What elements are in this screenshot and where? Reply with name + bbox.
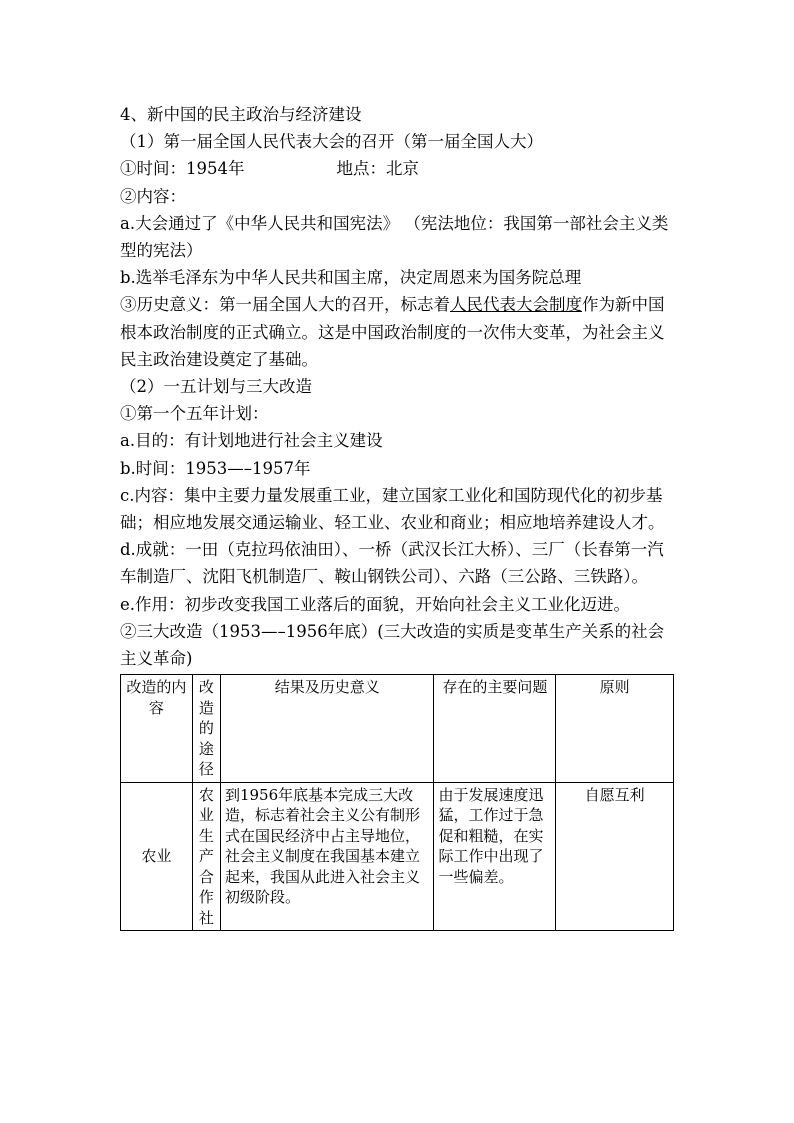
place-text: 地点：北京 [336,159,419,179]
underlined-term: 人民代表大会制度 [450,295,582,315]
cell-principle: 自愿互利 [556,782,674,931]
time-place-line [120,155,680,182]
significance-text-a: ③历史意义：第一届全国人大的召开，标志着 [120,295,450,315]
plan-purpose: a.目的：有计划地进行社会主义建设 [120,431,383,451]
plan-achievements: d.成就：一田（克拉玛依油田）、一桥（武汉长江大桥）、三厂（长春第一汽车制造厂、沈阳飞机制造厂、鞍山钢铁公司）、六路（三公路、三铁路）。 [120,540,664,587]
header-path: 改造的途径 [192,675,220,783]
header-problem: 存在的主要问题 [434,675,556,783]
cell-path: 农业生产合作社 [192,782,220,931]
three-transformations: ②三大改造（1953—–1956年底）(三大改造的实质是变革生产关系的社会主义革命) [120,621,665,669]
header-result: 结果及历史意义 [220,675,433,783]
cell-content: 农业 [121,782,193,931]
transformation-table [120,674,674,931]
significance-paragraph [120,291,676,373]
constitution-item: a.大会通过了《中华人民共和国宪法》 （宪法地位：我国第一部社会主义类型的宪法） [120,213,669,261]
content-label: ②内容： [120,186,186,206]
header-principle: 原则 [556,675,674,783]
table-header-row [121,675,674,783]
plan-time: b.时间：1953—–1957年 [120,458,311,478]
cell-problem: 由于发展速度迅猛，工作过于急促和粗糙，在实际工作中出现了一些偏差。 [434,782,556,931]
table-row [121,782,674,931]
election-item: b.选举毛泽东为中华人民共和国主席，决定周恩来为国务院总理 [120,268,582,288]
subsection-heading-npc: （1）第一届全国人民代表大会的召开（第一届全国人大） [120,132,543,152]
document-body [120,101,680,931]
cell-result: 到1956年底基本完成三大改造，标志着社会主义公有制形式在国民经济中占主导地位，社会主义制度在我国基本建立起来，我国从此进入社会主义初级阶段。 [220,782,433,931]
subsection-heading-plan: （2）一五计划与三大改造 [120,377,312,397]
section-heading: 4、新中国的民主政治与经济建设 [120,105,362,124]
plan-content: c.内容：集中主要力量发展重工业，建立国家工业化和国防现代化的初步基础；相应地发展交通运输业、轻工业、农业和商业；相应地培养建设人才。 [120,485,665,533]
five-year-plan-label: ①第一个五年计划： [120,404,269,424]
significance-text-b: 作为新中国根本政治制度的正式确立。这是中国政治制度的一次伟大变革，为社会主义民主政治建设奠定了基础。 [120,295,665,369]
header-content: 改造的内容 [121,675,193,783]
plan-effect: e.作用：初步改变我国工业落后的面貌，开始向社会主义工业化迈进。 [120,594,631,614]
time-text: ①时间：1954年 [120,159,245,179]
